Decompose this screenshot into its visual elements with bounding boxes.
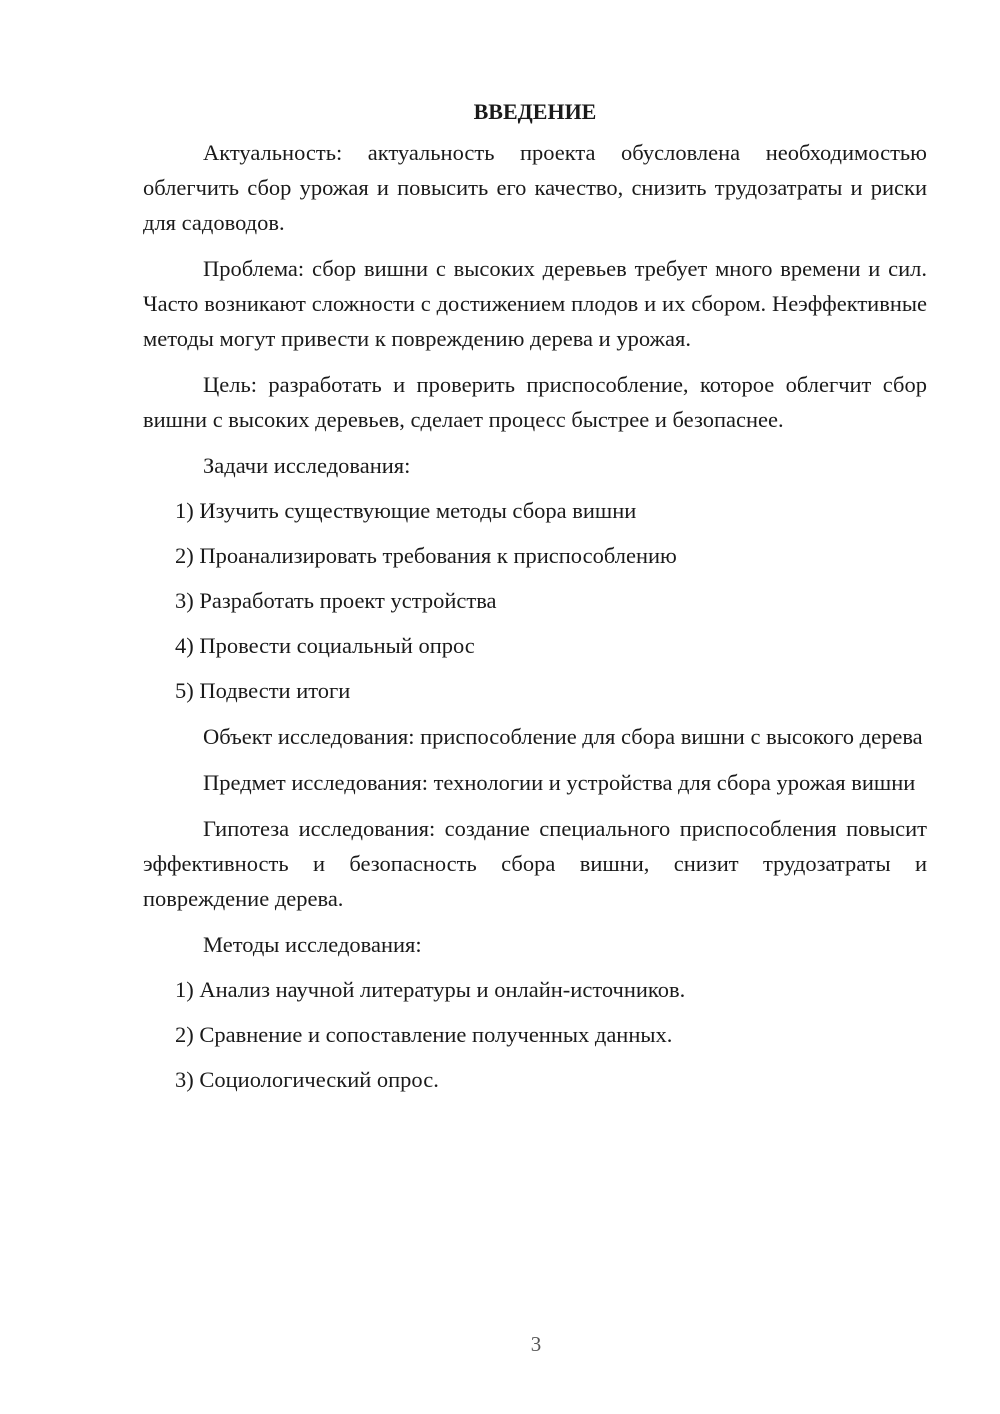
goal-paragraph: Цель: разработать и проверить приспособление, которое облегчит сбор вишни с высоких деревьев, сделает процесс быстрее и безопаснее.	[143, 372, 927, 432]
list-item: 3) Социологический опрос.	[175, 1067, 439, 1092]
tasks-list	[143, 493, 927, 708]
list-item: 3) Разработать проект устройства	[175, 588, 497, 613]
tasks-title: Задачи исследования:	[203, 453, 411, 478]
page-content	[143, 94, 927, 1097]
list-item: 1) Анализ научной литературы и онлайн-источников.	[175, 977, 686, 1002]
methods-title: Методы исследования:	[203, 932, 422, 957]
subject-paragraph: Предмет исследования: технологии и устройства для сбора урожая вишни	[203, 770, 916, 795]
methods-list	[143, 972, 927, 1097]
problem-paragraph: Проблема: сбор вишни с высоких деревьев требует много времени и сил. Часто возникают сложности с достижением плодов и их сбором. Неэффективные методы могут привести к повреждению дерева и урожая.	[143, 256, 927, 351]
relevance-paragraph: Актуальность: актуальность проекта обусловлена необходимостью облегчить сбор урожая и повысить его качество, снизить трудозатраты и риски для садоводов.	[143, 140, 927, 235]
list-item: 2) Сравнение и сопоставление полученных данных.	[175, 1022, 673, 1047]
list-item: 2) Проанализировать требования к приспособлению	[175, 543, 677, 568]
list-item: 5) Подвести итоги	[175, 678, 351, 703]
object-paragraph: Объект исследования: приспособление для сбора вишни с высокого дерева	[203, 724, 923, 749]
list-item: 4) Провести социальный опрос	[175, 633, 475, 658]
section-heading: ВВЕДЕНИЕ	[473, 99, 597, 124]
page-number: 3	[530, 1332, 542, 1356]
list-item: 1) Изучить существующие методы сбора вишни	[175, 498, 637, 523]
hypothesis-paragraph: Гипотеза исследования: создание специального приспособления повысит эффективность и безопасность сбора вишни, снизит трудозатраты и повреждение дерева.	[143, 816, 927, 911]
